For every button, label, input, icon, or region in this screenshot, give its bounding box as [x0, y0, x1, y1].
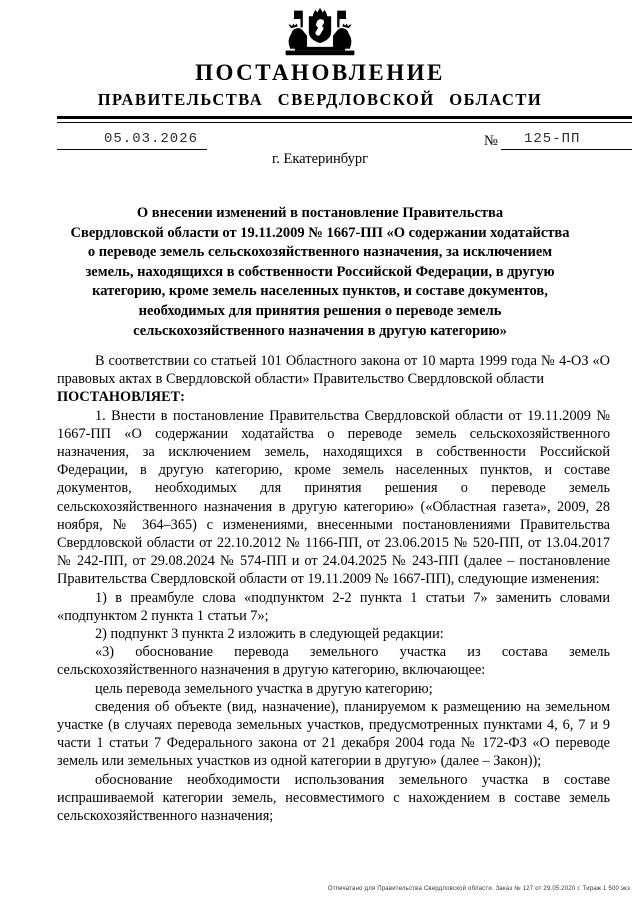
coat-of-arms-icon [278, 6, 362, 58]
document-title-line: необходимых для принятия решения о переводе земель [138, 302, 502, 319]
body-paragraph: «3) обоснование перевода земельного участка из состава земель сельскохозяйственного назначения в другую категорию, включающее: [57, 644, 610, 679]
date-underline [57, 149, 207, 150]
org-title-government: ПРАВИТЕЛЬСТВА СВЕРДЛОВСКОЙ ОБЛАСТИ [97, 90, 543, 109]
org-title-postanovlenie: ПОСТАНОВЛЕНИЕ [195, 60, 445, 85]
document-date: 05.03.2026 [104, 131, 199, 147]
number-sign: № [484, 133, 498, 149]
number-underline [501, 149, 632, 150]
body-paragraph: обоснование необходимости использования земельного участка в составе испрашиваемой категории земель, несовместимого с нахождением в составе земель сельскохозяйственного назначения; [57, 771, 610, 825]
document-city: г. Екатеринбург [271, 151, 369, 167]
body-paragraph: цель перевода земельного участка в другую категорию; [95, 680, 433, 697]
body-paragraph: 1. Внести в постановление Правительства Свердловской области от 19.11.2009 № 1667-ПП «О содержании ходатайства о переводе земель сельскохозяйственного назначения, за исключением земель, находящихся в собственности Российской Федерации, в другую категорию, кроме земель населенных пунктов, и составе документов, необходимых для принятия решения о переводе земель сельскохозяйственного назначения в другую категорию» («Областная газета», 2009, 28 ноября, № 364–365) с изменениями, внесенными постановлениями Правительства Свердловской области от 22.10.2012 № 1166-ПП, от 23.06.2015 № 520-ПП, от 13.04.2017 № 242-ПП, от 29.08.2024 № 574-ПП и от 24.04.2025 № 243-ПП (далее – постановление Правительства Свердловской области от 19.11.2009 № 1667-ПП), следующие изменения: [57, 407, 610, 588]
body-paragraph: В соответствии со статьей 101 Областного закона от 10 марта 1999 года № 4-ОЗ «О правовых актах в Свердловской области» Правительство Свердловской области [57, 353, 610, 388]
document-title-line: сельскохозяйственного назначения в другую категорию» [133, 322, 507, 339]
body-paragraph: сведения об объекте (вид, назначение), планируемом к размещению на земельном участке (в случаях перевода земельных участков, предусмотренных пунктами 4, 6, 7 и 9 части 1 статьи 7 Федерального закона от 21 декабря 2004 года № 172-ФЗ «О переводе земель или земельных участков из одной категории в другую» (далее – Закон)); [57, 698, 610, 770]
document-title [40, 204, 600, 341]
body-paragraph: 1) в преамбуле слова «подпунктом 2-2 пункта 1 статьи 7» заменить словами «подпунктом 2 пункта 1 статьи 7»; [57, 589, 610, 624]
document-title-line: категорию, кроме земель населенных пунктов, и составе документов, [92, 283, 548, 300]
header-divider [57, 116, 632, 123]
document-number: 125-ПП [524, 131, 581, 147]
document-body [57, 352, 610, 825]
document-title-line: О внесении изменений в постановление Правительства [136, 205, 504, 221]
body-paragraph: ПОСТАНОВЛЯЕТ: [57, 389, 185, 406]
document-title-line: земель, находящихся в собственности Российской Федерации, в другую [85, 263, 555, 280]
document-title-line: о переводе земель сельскохозяйственного назначения, за исключением [87, 244, 553, 261]
body-paragraph: 2) подпункт 3 пункта 2 изложить в следующей редакции: [95, 626, 444, 643]
document-title-line: Свердловской области от 19.11.2009 № 1667-ПП «О содержании ходатайства [70, 224, 570, 241]
print-info: Отпечатано для Правительства Свердловской области. Заказ № 127 от 29.05.2020 г. Тираж 1 500 экз [327, 886, 630, 892]
